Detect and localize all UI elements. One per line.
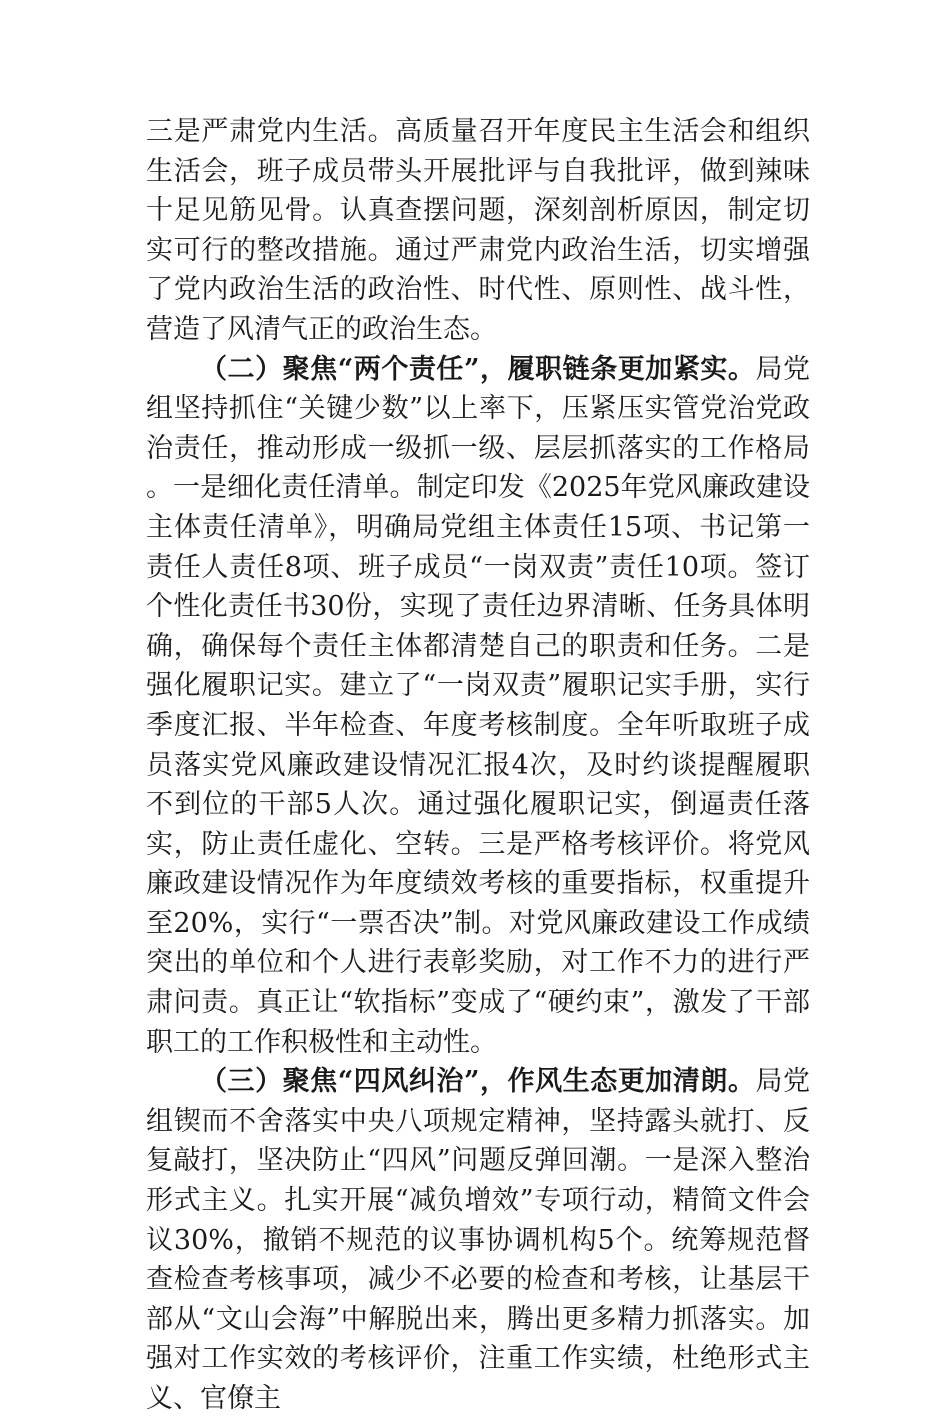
paragraph-body: 三是严肃党内生活。高质量召开年度民主生活会和组织生活会，班子成员带头开展批评与自我批评，做到辣味十足见筋见骨。认真查摆问题，深刻剖析原因，制定切实可行的整改措施。通过严肃党内政治生活，切实增强了党内政治生活的政治性、时代性、原则性、战斗性，营造了风清气正的政治生态。 [146, 116, 810, 345]
section-heading-three: （三）聚焦“四风纠治”，作风生态更加清朗。 [200, 1066, 756, 1098]
paragraph-body: 局党组锲而不舍落实中央八项规定精神，坚持露头就打、反复敲打，坚决防止“四风”问题反弹回潮。一是深入整治形式主义。扎实开展“减负增效”专项行动，精简文件会议30%，撤销不规范的议事协调机构5个。统筹规范督查检查考核事项，减少不必要的检查和考核，让基层干部从“文山会海”中解脱出来，腾出更多精力抓落实。加强对工作实效的考核评价，注重工作实绩，杜绝形式主义、官僚主 [146, 1066, 811, 1414]
section-heading-two: （二）聚焦“两个责任”，履职链条更加紧实。 [200, 353, 756, 385]
paragraph-strict-party-life [146, 112, 810, 350]
paragraph-two-responsibilities [146, 350, 810, 1063]
paragraph-body: 局党组坚持抓住“关键少数”以上率下，压紧压实管党治党政治责任，推动形成一级抓一级、层层抓落实的工作格局。一是细化责任清单。制定印发《2025年党风廉政建设主体责任清单》，明确局党组主体责任15项、书记第一责任人责任8项、班子成员“一岗双责”责任10项。签订个性化责任书30份，实现了责任边界清晰、任务具体明确，确保每个责任主体都清楚自己的职责和任务。二是强化履职记实。建立了“一岗双责”履职记实手册，实行季度汇报、半年检查、年度考核制度。全年听取班子成员落实党风廉政建设情况汇报4次，及时约谈提醒履职不到位的干部5人次。通过强化履职记实，倒逼责任落实，防止责任虚化、空转。三是严格考核评价。将党风廉政建设情况作为年度绩效考核的重要指标，权重提升至20%，实行“一票否决”制。对党风廉政建设工作成绩突出的单位和个人进行表彰奖励，对工作不力的进行严肃问责。真正让“软指标”变成了“硬约束”，激发了干部职工的工作积极性和主动性。 [146, 353, 811, 1058]
paragraph-four-styles [146, 1062, 810, 1418]
document-page [146, 112, 810, 1419]
